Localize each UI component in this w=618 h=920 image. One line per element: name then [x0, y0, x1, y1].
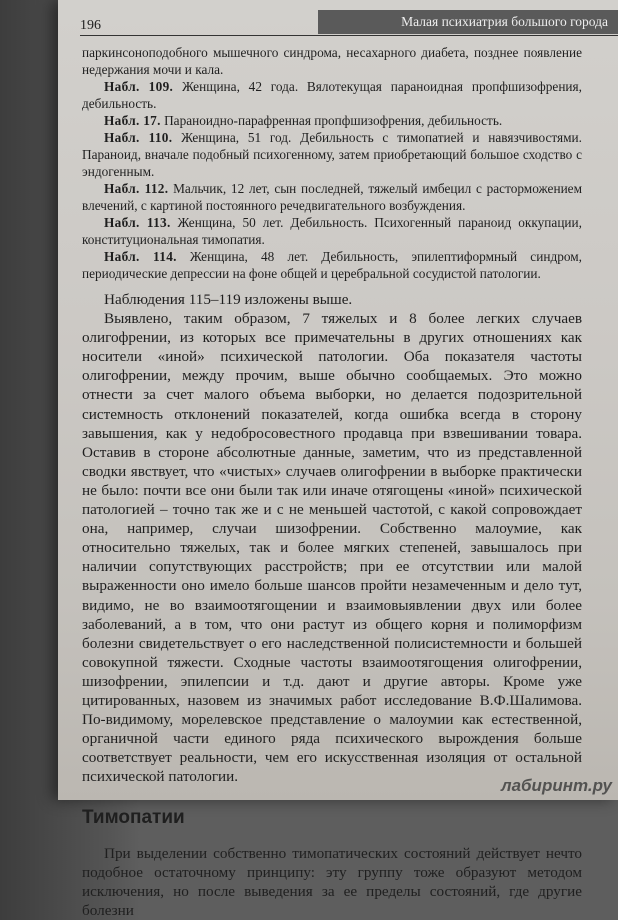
book-page: [58, 0, 618, 919]
case-label: Набл. 112.: [104, 181, 169, 196]
header-rule: [80, 35, 618, 36]
case-text: Мальчик, 12 лет, сын последней, тяжелый имбецил с расторможением влечений, с картиной постоянного речедвигательного возбуждения.: [82, 181, 583, 213]
case-label: Набл. 114.: [104, 249, 177, 264]
case-text: паркинсоноподобного мышечного синдрома, несахарного диабета, позднее появление недержания мочи и кала.: [82, 45, 582, 77]
case-text: Женщина, 50 лет. Дебильность. Психогенный параноид оккупации, конституциональная тимопатия.: [82, 215, 582, 247]
case-entry: [82, 214, 582, 248]
body-paragraph: Наблюдения 115–119 изложены выше.: [104, 291, 353, 308]
case-label: Набл. 17.: [104, 113, 161, 128]
case-label: Набл. 113.: [104, 215, 171, 230]
page-number: 196: [80, 18, 101, 33]
case-entry: [82, 248, 582, 282]
page-header: [80, 10, 618, 36]
case-text: Женщина, 42 года. Вялотекущая параноидная пропфшизофрения, дебильность.: [82, 79, 582, 111]
running-title: Малая психиатрия большого города: [318, 10, 618, 34]
body-paragraph: Выявлено, таким образом, 7 тяжелых и 8 более легких случаев олигофрении, из которых все примечательны в других отношениях как носители «иной» психической патологии. Оба показателя частоты олигофрении, между прочим, выше обычно сообщаемых. Это можно отнести за счет малого объема выборки, но делается подозрительной системность отклонений показателей, когда ошибка всегда в сторону завышения, как у недобросовестного продавца при взвешивании товара. Оставив в стороне абсолютные данные, заметим, что из представленной сводки явствует, что «чистых» случаев олигофрении в выборке практически не было: почти все они были так или иначе отягощены «иной» психической патологией – точно так же и с не меньшей частотой, с какой сопровождает она, например, случаи шизофрении. Собственно малоумие, как относительно тяжелых, так и более мягких степеней, завышалось при наличии сопутствующих расстройств; при ее отсутствии или малой выраженности оно имело больше шансов пройти незамеченным и дело тут, видимо, не во взаимоотягощении и взаимовыявлении двух или более заболеваний, а в том, что они растут из общего корня и полиморфизм болезни свидетельствует о его наследственной полисистемности и большей совокупной тяжести. Сходные частоты взаимоотягощения олигофрении, шизофрении, эпилепсии и т.д. дают и другие авторы. Кроме уже цитированных, назовем из значимых работ исследование В.Ф.Шалимова. По-видимому, морелевское представление о малоумии как естественной, органичной части единого ряда психического вырождения больше соответствует реальности, чем его искусственная изоляция от остальной психической патологии.: [82, 310, 582, 786]
section-paragraph: При выделении собственно тимопатических состояний действует нечто подобное остаточному принципу: эту группу тоже образуют методом исключения, но после выведения за ее пределы состояний, где другие болезни: [82, 844, 582, 919]
case-entry: [82, 112, 582, 129]
case-list: [82, 44, 582, 282]
case-entry: [82, 129, 582, 180]
case-label: Набл. 109.: [104, 79, 174, 94]
case-label: Набл. 110.: [104, 130, 173, 145]
case-text: Параноидно-парафренная пропфшизофрения, дебильность.: [160, 113, 503, 128]
case-entry: [82, 180, 582, 214]
section-heading: Тимопатии: [82, 807, 185, 829]
case-entry: [82, 44, 582, 78]
case-entry: [82, 78, 582, 112]
watermark-logo: лабиринт.ру: [501, 776, 612, 795]
main-text: [82, 290, 582, 920]
case-text: Женщина, 51 год. Дебильность с тимопатией и навязчивостями. Параноид, вначале подобный психогенному, затем приобретающий большое сходство с эндогенным.: [82, 130, 582, 179]
case-text: Женщина, 48 лет. Дебильность, эпилептиформный синдром, периодические депрессии на фоне общей и церебральной сосудистой патологии.: [82, 249, 582, 281]
